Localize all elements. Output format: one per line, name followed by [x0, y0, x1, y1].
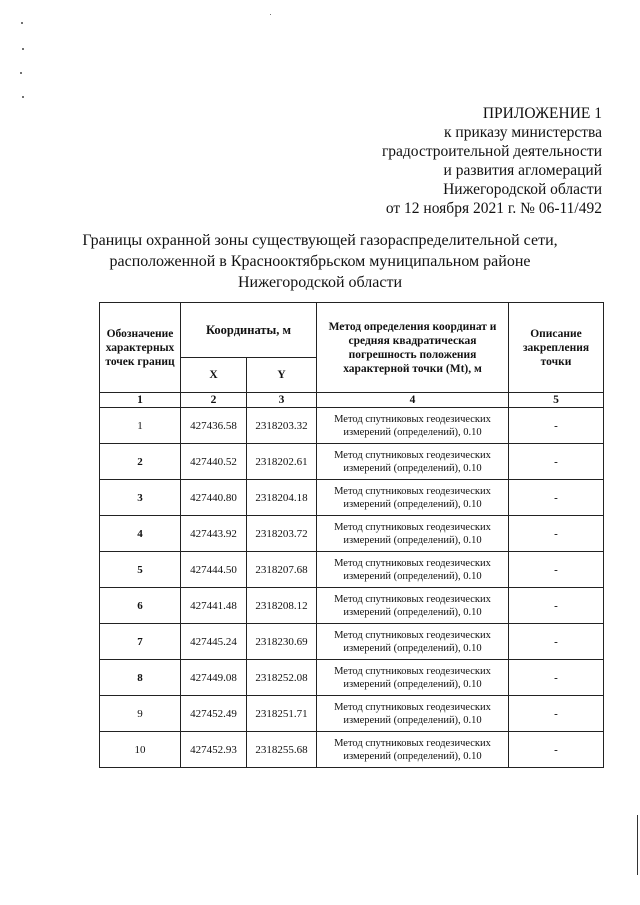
- cell-description: -: [509, 696, 604, 732]
- cell-point: 10: [100, 732, 181, 768]
- cell-description: -: [509, 516, 604, 552]
- table-row: [100, 516, 604, 552]
- cell-point: 5: [100, 552, 181, 588]
- scan-edge-line: [637, 815, 638, 875]
- cell-y: 2318230.69: [247, 624, 317, 660]
- column-number: 5: [509, 393, 604, 408]
- document-title: [0, 230, 640, 293]
- cell-point: 7: [100, 624, 181, 660]
- cell-point: 9: [100, 696, 181, 732]
- table-row: [100, 624, 604, 660]
- column-number: 2: [181, 393, 247, 408]
- cell-description: -: [509, 660, 604, 696]
- table-row: [100, 552, 604, 588]
- appendix-line: Нижегородской области: [443, 181, 602, 198]
- header-y: Y: [247, 358, 317, 393]
- scan-speck: [22, 48, 24, 50]
- table-row: [100, 660, 604, 696]
- cell-description: -: [509, 552, 604, 588]
- cell-x: 427441.48: [181, 588, 247, 624]
- header-coords: Координаты, м: [181, 303, 317, 358]
- table-row: [100, 480, 604, 516]
- cell-y: 2318251.71: [247, 696, 317, 732]
- column-number: 4: [317, 393, 509, 408]
- cell-method: Метод спутниковых геодезических измерений (определений), 0.10: [317, 696, 509, 732]
- title-line: расположенной в Краснооктябрьском муниципальном районе: [109, 253, 531, 270]
- cell-x: 427449.08: [181, 660, 247, 696]
- cell-description: -: [509, 408, 604, 444]
- appendix-line: к приказу министерства: [444, 124, 602, 141]
- cell-y: 2318207.68: [247, 552, 317, 588]
- header-x: X: [181, 358, 247, 393]
- cell-x: 427444.50: [181, 552, 247, 588]
- cell-method: Метод спутниковых геодезических измерений (определений), 0.10: [317, 480, 509, 516]
- cell-method: Метод спутниковых геодезических измерений (определений), 0.10: [317, 552, 509, 588]
- scan-speck: [20, 72, 22, 74]
- table-row: [100, 732, 604, 768]
- coordinates-table: [99, 302, 604, 768]
- title-line: Нижегородской области: [237, 274, 402, 291]
- cell-point: 3: [100, 480, 181, 516]
- column-number: 1: [100, 393, 181, 408]
- header-point: Обозначение характерных точек границ: [100, 303, 181, 393]
- cell-x: 427452.93: [181, 732, 247, 768]
- cell-y: 2318255.68: [247, 732, 317, 768]
- cell-x: 427452.49: [181, 696, 247, 732]
- cell-y: 2318208.12: [247, 588, 317, 624]
- cell-method: Метод спутниковых геодезических измерений (определений), 0.10: [317, 624, 509, 660]
- cell-description: -: [509, 588, 604, 624]
- scan-speck: [270, 14, 271, 15]
- cell-point: 2: [100, 444, 181, 480]
- cell-y: 2318252.08: [247, 660, 317, 696]
- cell-point: 1: [100, 408, 181, 444]
- header-description: Описание закрепления точки: [509, 303, 604, 393]
- cell-x: 427440.52: [181, 444, 247, 480]
- cell-method: Метод спутниковых геодезических измерений (определений), 0.10: [317, 408, 509, 444]
- cell-method: Метод спутниковых геодезических измерений (определений), 0.10: [317, 660, 509, 696]
- header-method: Метод определения координат и средняя квадратическая погрешность положения характерной точки (Mt), м: [317, 303, 509, 393]
- table-row: [100, 444, 604, 480]
- column-number: 3: [247, 393, 317, 408]
- appendix-line: градостроительной деятельности: [381, 143, 602, 160]
- cell-method: Метод спутниковых геодезических измерений (определений), 0.10: [317, 444, 509, 480]
- cell-x: 427440.80: [181, 480, 247, 516]
- cell-y: 2318203.72: [247, 516, 317, 552]
- appendix-header: [382, 104, 602, 218]
- table-row: [100, 696, 604, 732]
- cell-point: 6: [100, 588, 181, 624]
- cell-x: 427445.24: [181, 624, 247, 660]
- appendix-line: от 12 ноября 2021 г. № 06-11/492: [385, 200, 602, 217]
- appendix-line: и развития агломераций: [443, 162, 602, 179]
- cell-description: -: [509, 624, 604, 660]
- cell-y: 2318203.32: [247, 408, 317, 444]
- cell-description: -: [509, 480, 604, 516]
- cell-description: -: [509, 732, 604, 768]
- cell-method: Метод спутниковых геодезических измерений (определений), 0.10: [317, 732, 509, 768]
- table-row: [100, 588, 604, 624]
- cell-x: 427436.58: [181, 408, 247, 444]
- cell-point: 8: [100, 660, 181, 696]
- cell-point: 4: [100, 516, 181, 552]
- cell-x: 427443.92: [181, 516, 247, 552]
- cell-y: 2318204.18: [247, 480, 317, 516]
- cell-description: -: [509, 444, 604, 480]
- appendix-line: ПРИЛОЖЕНИЕ 1: [482, 105, 602, 122]
- scan-speck: [21, 22, 23, 24]
- cell-y: 2318202.61: [247, 444, 317, 480]
- table-row: [100, 408, 604, 444]
- cell-method: Метод спутниковых геодезических измерений (определений), 0.10: [317, 588, 509, 624]
- cell-method: Метод спутниковых геодезических измерений (определений), 0.10: [317, 516, 509, 552]
- title-line: Границы охранной зоны существующей газораспределительной сети,: [82, 232, 558, 249]
- scan-speck: [22, 96, 24, 98]
